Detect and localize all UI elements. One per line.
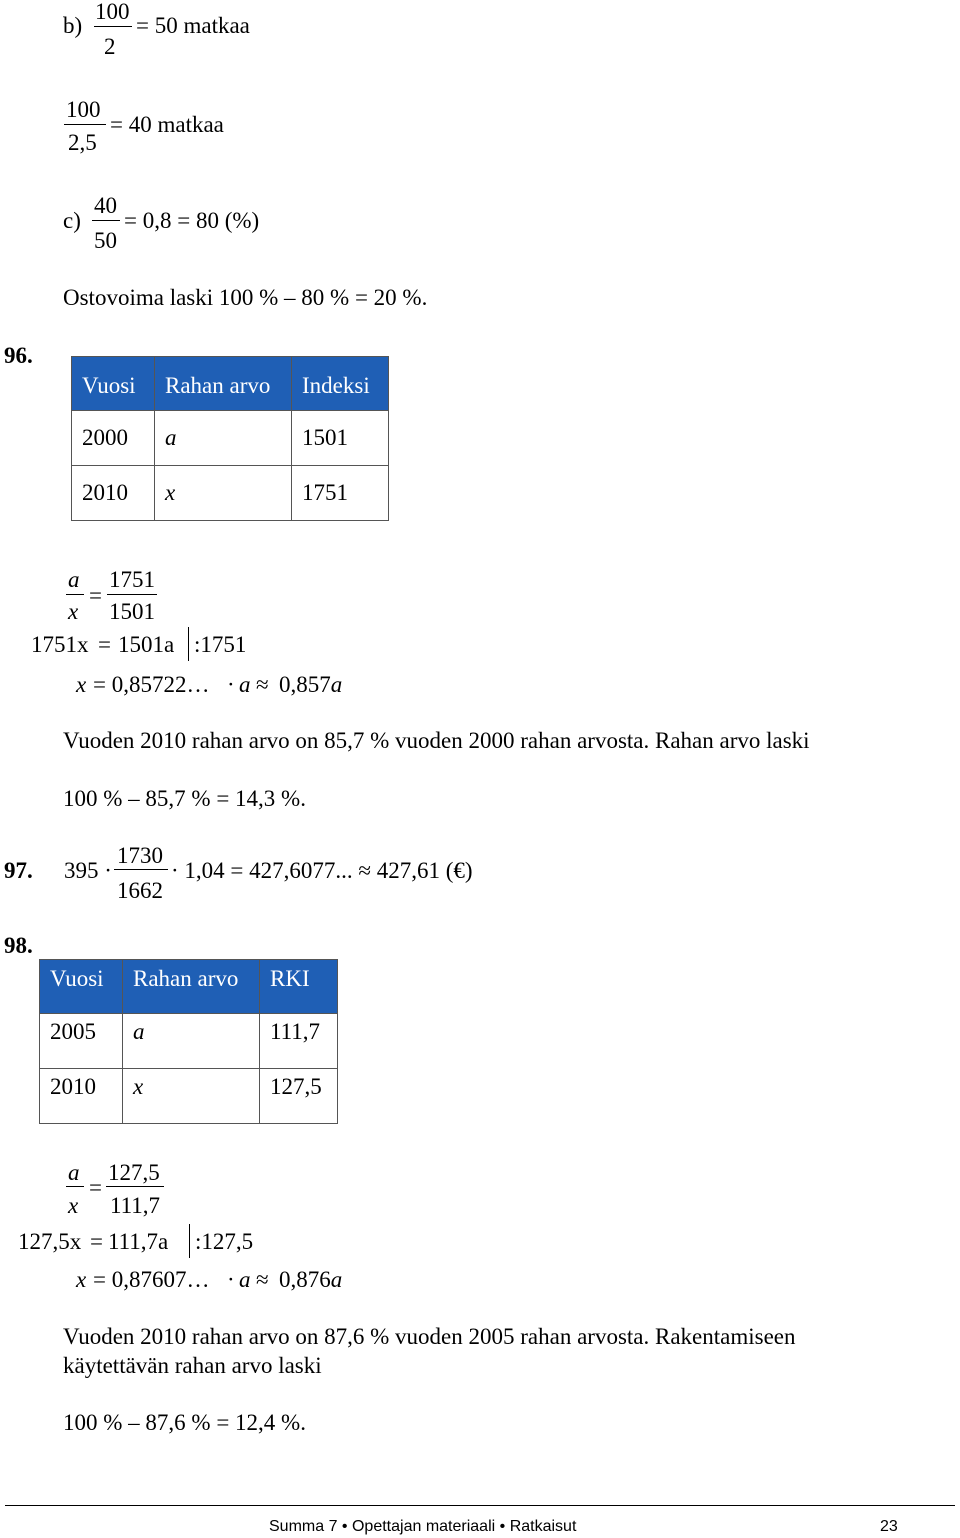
conclusion-96-line2: 100 % – 85,7 % = 14,3 %.	[63, 786, 306, 811]
step2-rhs: 111,7a	[108, 1229, 169, 1254]
header-year: Vuosi	[72, 357, 155, 411]
b-eq2-denominator: 2,5	[68, 130, 97, 155]
b-eq1-denominator: 2	[104, 34, 116, 59]
step3-result	[279, 673, 342, 696]
table-row	[72, 466, 389, 521]
step3-dot: ·	[227, 672, 235, 697]
ex97-denominator: 1662	[117, 878, 163, 903]
step3-approx: ≈	[256, 672, 269, 697]
exercise-number-97: 97.	[4, 858, 33, 883]
step2-equals: =	[98, 632, 111, 657]
operation-divider	[189, 1224, 190, 1258]
ratio-lhs-num: a	[68, 567, 80, 592]
step3-x: x	[76, 1267, 87, 1292]
ratio-equals: =	[89, 583, 102, 608]
step3-x: x	[76, 672, 87, 697]
fraction-bar	[92, 220, 120, 221]
step2-lhs: 127,5x	[18, 1229, 82, 1254]
exercise-number-98: 98.	[4, 933, 33, 958]
result-number: 0,876	[279, 1267, 331, 1292]
table-header-row	[72, 357, 389, 411]
header-rki: RKI	[260, 960, 338, 1014]
ratio-lhs-num: a	[68, 1160, 80, 1185]
table-row	[40, 1069, 338, 1124]
c-numerator: 40	[94, 193, 117, 218]
result-number: 0,857	[279, 672, 331, 697]
cell-year: 2005	[40, 1014, 123, 1069]
exercise-number-96: 96.	[4, 343, 33, 368]
ratio-rhs-num: 127,5	[108, 1160, 160, 1185]
header-year: Vuosi	[40, 960, 123, 1014]
c-conclusion: Ostovoima laski 100 % – 80 % = 20 %.	[63, 285, 428, 310]
part-c-label: c)	[63, 208, 81, 233]
fraction-bar	[66, 594, 84, 595]
header-index: Indeksi	[292, 357, 389, 411]
operation-divider	[188, 627, 189, 661]
c-result: = 0,8 = 80 (%)	[124, 208, 260, 233]
table-row	[72, 411, 389, 466]
b-eq1-numerator: 100	[95, 0, 130, 24]
page-number: 23	[880, 1518, 898, 1535]
footer-credits	[269, 1518, 576, 1536]
b-eq2-numerator: 100	[66, 97, 101, 122]
fraction-bar	[66, 1186, 84, 1187]
table-row	[40, 1014, 338, 1069]
fraction-bar	[114, 869, 168, 870]
table-98	[39, 959, 338, 1124]
header-value: Rahan arvo	[123, 960, 260, 1014]
step3-a: a	[239, 672, 251, 697]
cell-value: a	[155, 411, 292, 466]
cell-value: a	[123, 1014, 260, 1069]
footer-separator: •	[341, 1518, 348, 1535]
ratio-rhs-den: 1501	[109, 599, 155, 624]
cell-value: x	[123, 1069, 260, 1124]
cell-index: 1751	[292, 466, 389, 521]
conclusion-98-line2: käytettävän rahan arvo laski	[63, 1353, 322, 1378]
ex97-lead: 395 ·	[64, 858, 112, 883]
ratio-lhs-den: x	[68, 1193, 79, 1218]
ratio-rhs-num: 1751	[109, 567, 155, 592]
step3-a: a	[239, 1267, 251, 1292]
fraction-bar	[107, 594, 157, 595]
cell-year: 2010	[72, 466, 155, 521]
cell-value: x	[155, 466, 292, 521]
conclusion-98-line3: 100 % – 87,6 % = 12,4 %.	[63, 1410, 306, 1435]
conclusion-96-line1: Vuoden 2010 rahan arvo on 85,7 % vuoden 2000 rahan arvosta. Rahan arvo laski	[63, 728, 810, 753]
footer-divider	[5, 1505, 955, 1506]
step2-operation: :127,5	[195, 1229, 254, 1254]
fraction-bar	[94, 26, 132, 27]
header-value: Rahan arvo	[155, 357, 292, 411]
result-variable: a	[330, 1267, 343, 1292]
step2-operation: :1751	[194, 632, 247, 657]
footer-separator: •	[499, 1518, 506, 1535]
step3-dot: ·	[227, 1267, 235, 1292]
step3-result	[279, 1268, 342, 1291]
table-96	[71, 356, 389, 521]
cell-year: 2010	[40, 1069, 123, 1124]
cell-rki: 127,5	[260, 1069, 338, 1124]
step3-approx: ≈	[256, 1267, 269, 1292]
cell-index: 1501	[292, 411, 389, 466]
part-b-label: b)	[63, 13, 83, 38]
ex97-result: · 1,04 = 427,6077... ≈ 427,61 (€)	[171, 858, 473, 883]
cell-year: 2000	[72, 411, 155, 466]
ex97-numerator: 1730	[117, 843, 163, 868]
b-eq1-result: = 50 matkaa	[136, 13, 250, 38]
c-denominator: 50	[94, 228, 117, 253]
result-variable: a	[330, 672, 343, 697]
ratio-rhs-den: 111,7	[110, 1193, 161, 1218]
ratio-lhs-den: x	[68, 599, 79, 624]
footer-section: Ratkaisut	[509, 1518, 577, 1535]
step3-value: = 0,85722…	[93, 672, 210, 697]
conclusion-98-line1: Vuoden 2010 rahan arvo on 87,6 % vuoden 2005 rahan arvosta. Rakentamiseen	[63, 1324, 796, 1349]
table-header-row	[40, 960, 338, 1014]
footer-brand: Summa 7	[269, 1518, 338, 1535]
ratio-equals: =	[89, 1175, 102, 1200]
step2-equals: =	[90, 1229, 103, 1254]
fraction-bar	[106, 1186, 164, 1187]
step2-rhs: 1501a	[118, 632, 175, 657]
cell-rki: 111,7	[260, 1014, 338, 1069]
fraction-bar	[64, 124, 106, 125]
step3-value: = 0,87607…	[93, 1267, 210, 1292]
footer-title: Opettajan materiaali	[351, 1518, 496, 1535]
b-eq2-result: = 40 matkaa	[110, 112, 224, 137]
step2-lhs: 1751x	[31, 632, 89, 657]
